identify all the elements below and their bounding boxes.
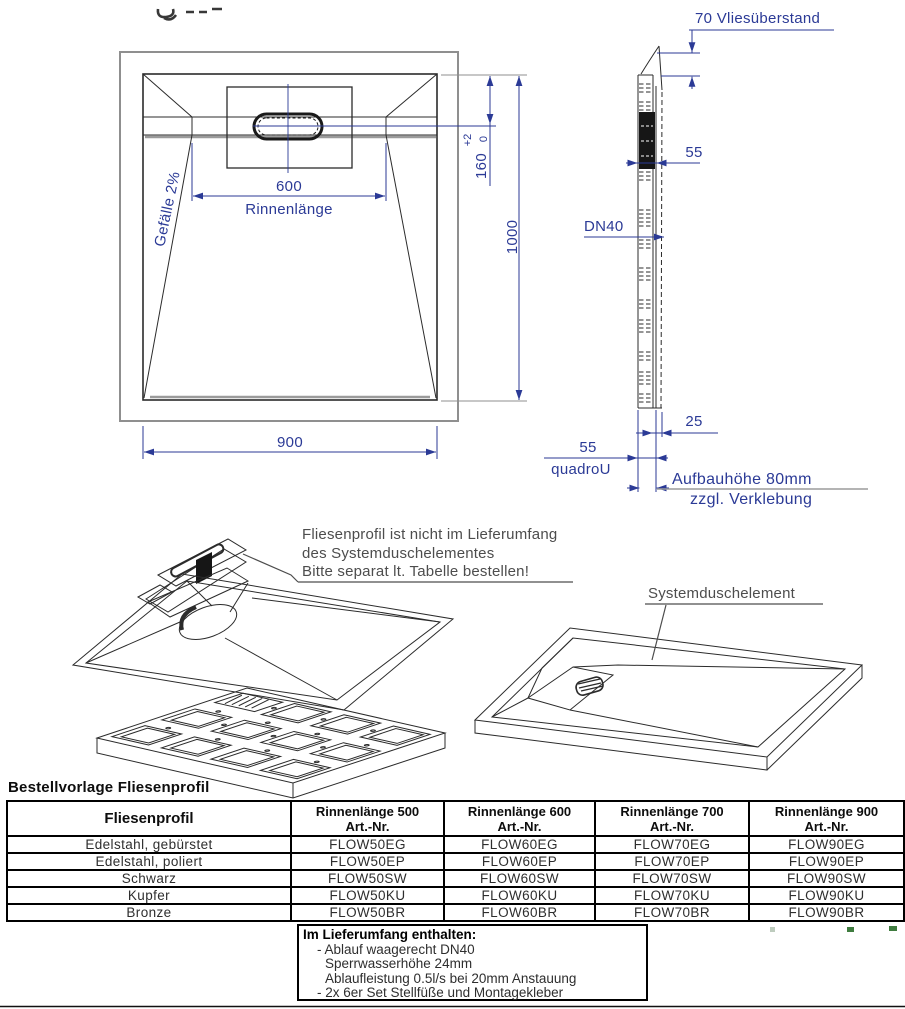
system-element-label: Systemduschelement — [648, 585, 796, 602]
system-label-leader — [645, 604, 823, 660]
green-mark — [889, 926, 897, 931]
table-header-row — [7, 801, 904, 836]
fliesenprofil-note — [302, 526, 557, 582]
channel-length-value: 600 — [276, 178, 302, 195]
channel-length-label: Rinnenlänge — [245, 201, 333, 218]
art-nr-cell: FLOW70SW — [595, 870, 749, 887]
note-line-2: des Systemduschelementes — [302, 544, 495, 562]
art-nr-cell: FLOW60EG — [444, 836, 595, 853]
build-height-note-2: zzgl. Verklebung — [690, 491, 813, 508]
table-row — [7, 836, 904, 853]
table-row — [7, 904, 904, 921]
art-nr-cell: FLOW70KU — [595, 887, 749, 904]
plan-height-dimension: 1000 — [504, 219, 521, 255]
art-nr-cell: FLOW60BR — [444, 904, 595, 921]
art-nr-cell: FLOW50KU — [291, 887, 444, 904]
plan-width-dimension: 900 — [277, 434, 303, 451]
base-plate-pockets — [112, 692, 430, 778]
green-mark — [770, 927, 775, 932]
order-table-section — [6, 779, 903, 922]
art-nr-cell: FLOW70BR — [595, 904, 749, 921]
tolerance-plus: +2 — [462, 133, 474, 147]
art-nr-cell: FLOW50EP — [291, 853, 444, 870]
art-nr-cell: FLOW90EG — [749, 836, 904, 853]
art-nr-cell: FLOW60KU — [444, 887, 595, 904]
fleece-line — [661, 92, 662, 408]
art-nr-cell: FLOW90BR — [749, 904, 904, 921]
drain-opening — [175, 598, 242, 647]
build-height-note-1: Aufbauhöhe 80mm — [672, 471, 812, 488]
section-bottom-width: 25 — [685, 413, 703, 430]
plan-dimensions — [143, 75, 527, 459]
art-nr-cell: FLOW60SW — [444, 870, 595, 887]
fleece-dimension: 70 Vliesüberstand — [695, 10, 821, 27]
scope-item: Sperrwasserhöhe 24mm — [325, 956, 473, 972]
table-title: Bestellvorlage Fliesenprofil — [8, 779, 210, 796]
slope-label: Gefälle 2% — [151, 169, 184, 249]
art-nr-cell: FLOW90SW — [749, 870, 904, 887]
table-header-fliesenprofil: Fliesenprofil — [7, 801, 291, 836]
drain-recess — [528, 667, 613, 710]
table-header-600: Rinnenlänge 600 Art.-Nr. — [444, 801, 595, 836]
system-element-plate — [475, 628, 862, 757]
drain-housing-outline — [227, 87, 352, 168]
green-mark — [847, 927, 854, 932]
scope-of-delivery-box — [297, 924, 648, 1001]
art-nr-cell: FLOW70EP — [595, 853, 749, 870]
table-header-500: Rinnenlänge 500 Art.-Nr. — [291, 801, 444, 836]
art-nr-cell: FLOW50BR — [291, 904, 444, 921]
note-line-3: Bitte separat lt. Tabelle bestellen! — [302, 563, 530, 580]
logo-fragment — [158, 9, 222, 19]
table-header-900: Rinnenlänge 900 Art.-Nr. — [749, 801, 904, 836]
base-width-dimension: 55 — [579, 439, 597, 456]
art-nr-cell: FLOW90EP — [749, 853, 904, 870]
art-nr-cell: FLOW70EG — [595, 836, 749, 853]
section-top-width: 55 — [685, 144, 703, 161]
art-nr-cell: FLOW90KU — [749, 887, 904, 904]
material-cell: Kupfer — [7, 887, 291, 904]
art-nr-cell: FLOW50SW — [291, 870, 444, 887]
scope-item: - 2x 6er Set Stellfüße und Montagekleber — [317, 985, 564, 1001]
isometric-view — [475, 628, 862, 770]
art-nr-cell: FLOW50EG — [291, 836, 444, 853]
material-cell: Edelstahl, poliert — [7, 853, 291, 870]
table-row — [7, 887, 904, 904]
table-header-700: Rinnenlänge 700 Art.-Nr. — [595, 801, 749, 836]
product-name-label: quadroU — [551, 461, 611, 478]
order-table — [6, 800, 905, 922]
scope-item: Ablaufleistung 0.5l/s bei 20mm Anstauung — [325, 970, 577, 986]
material-cell: Bronze — [7, 904, 291, 921]
plan-view — [120, 52, 496, 421]
scope-box-title: Im Lieferumfang enthalten: — [303, 927, 477, 942]
note-line-1: Fliesenprofil ist nicht im Lieferumfang — [302, 526, 558, 543]
art-nr-cell: FLOW60EP — [444, 853, 595, 870]
table-row — [7, 853, 904, 870]
tolerance-lower: 0 — [478, 135, 490, 143]
section-view — [638, 46, 662, 408]
drain-size-label: DN40 — [584, 218, 624, 235]
scope-item: - Ablauf waagerecht DN40 — [317, 941, 475, 957]
material-cell: Schwarz — [7, 870, 291, 887]
material-cell: Edelstahl, gebürstet — [7, 836, 291, 853]
drain-centerlines — [253, 84, 496, 173]
table-row — [7, 870, 904, 887]
drain-offset-dimension: 160 — [473, 153, 490, 179]
shower-plate — [73, 574, 453, 710]
